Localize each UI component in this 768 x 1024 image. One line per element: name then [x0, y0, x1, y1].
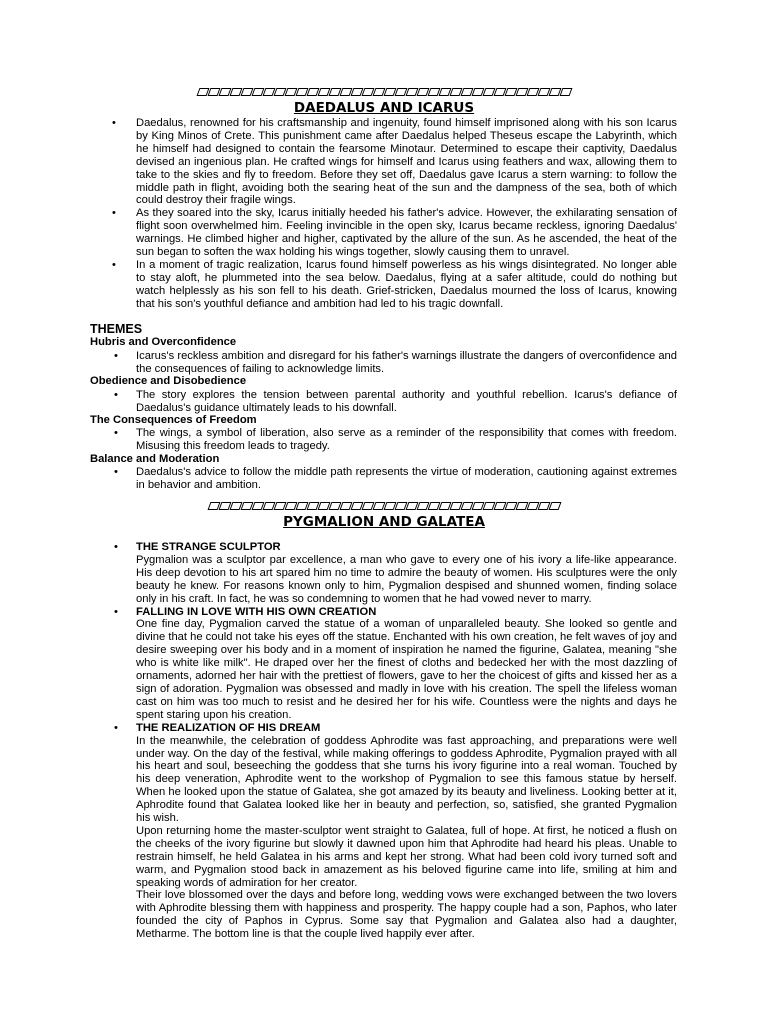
- missing-glyph-row-2: [0, 500, 768, 512]
- bullet-icon: •: [114, 721, 118, 734]
- bullet-icon: •: [114, 605, 118, 618]
- theme-item: [110, 427, 677, 453]
- theme-text: The wings, a symbol of liberation, also serve as a reminder of the responsibility that comes with freedom. Misusing this freedom leads to tragedy.: [136, 427, 677, 452]
- section-heading: THE REALIZATION OF HIS DREAM: [136, 721, 321, 734]
- theme-title: The Consequences of Freedom: [90, 414, 257, 426]
- section-paragraph: One fine day, Pygmalion carved the statue of a woman of unparalleled beauty. She looked so gentle and divine that he could not take his eyes off the statue. Enchanted with his own creation, he felt waves of joy and desire sweeping over his body and in a moment of inspiration he named the figurine, Galatea, meaning "she who is white like milk". He draped over her the finest of cloths and bedecked her with the most dazzling of ornaments, adorned her hair with the prettiest of flowers, gave to her the choicest of gifts and kissed her as a sign of adoration. Pygmalion was obsessed and madly in love with his creation. The spell the lifeless woman cast on him was too much to resist and he desired her for his wife. Countless were the nights and days he spent staring upon his creation.: [136, 618, 677, 721]
- bullet-icon: •: [112, 207, 116, 220]
- daedalus-title: DAEDALUS AND ICARUS: [293, 100, 475, 116]
- themes-heading: THEMES: [90, 322, 143, 336]
- list-item: [110, 606, 677, 722]
- bullet-icon: •: [112, 258, 116, 271]
- bullet-icon: •: [112, 117, 116, 129]
- section-paragraph: Upon returning home the master-sculptor went straight to Galatea, full of hope. At first, he noticed a flush on the cheeks of the ivory figurine but slowly it dawned upon him that Aphrodite had heard his pleas. Unable to restrain himself, he held Galatea in his arms and kept her strong. What had been cold ivory turned soft and warm, and Pygmalion stood back in amazement as his beloved figurine came into life, smiling at him and speaking words of admiration for her creator.: [136, 824, 677, 889]
- bullet-icon: •: [114, 541, 118, 553]
- pygmalion-sections: [110, 541, 677, 941]
- bullet-icon: •: [114, 466, 118, 478]
- missing-glyph-box: [548, 502, 561, 510]
- theme-title: Balance and Moderation: [90, 453, 220, 465]
- bullet-icon: •: [114, 389, 118, 401]
- list-item: [110, 541, 677, 606]
- bullet-text: In a moment of tragic realization, Icarus found himself powerless as his wings disintegrated. No longer able to stay aloft, he plummeted into the sea below. Daedalus, flying at a safer altitude, could do nothing but watch helplessly as his son fell to his death. Grief-stricken, Daedalus mourned the loss of Icarus, knowing that his son's youthful defiance and ambition had led to his tragic downfall.: [136, 258, 677, 310]
- daedalus-bullets: [110, 117, 677, 311]
- section-heading: FALLING IN LOVE WITH HIS OWN CREATION: [136, 605, 377, 618]
- list-item: [110, 259, 677, 311]
- bullet-text: As they soared into the sky, Icarus initially heeded his father's advice. However, the exhilarating sensation of flight soon overwhelmed him. Feeling invincible in the open sky, Icarus became reckless, ignoring Daedalus' warnings. He climbed higher and higher, captivated by the allure of the sun. As he ascended, the heat of the sun began to soften the wax holding his wings together, slowly causing them to unravel.: [136, 207, 677, 259]
- section-paragraph: Pygmalion was a sculptor par excellence, a man who gave to every one of his ivory a life-like appearance. His deep devotion to his art spared him no time to admire the beauty of women. His sculptures were the only beauty he knew. For reasons known only to him, Pygmalion despised and shunned women, finding solace only in his craft. In fact, he was so condemning to women that he had vowed never to marry.: [136, 553, 677, 605]
- bullet-icon: •: [114, 427, 118, 439]
- theme-title: Hubris and Overconfidence: [90, 336, 237, 348]
- list-item: [110, 722, 677, 941]
- pygmalion-title: PYGMALION AND GALATEA: [283, 514, 485, 530]
- section-paragraph: Their love blossomed over the days and before long, wedding vows were exchanged between the two lovers with Aphrodite blessing them with happiness and prosperity. The happy couple had a son, Paphos, who later founded the city of Paphos in Cyprus. Some say that Pygmalion and Galatea also had a daughter, Metharme. The bottom line is that the couple lived happily ever after.: [136, 889, 677, 941]
- missing-glyph-row-1: [0, 86, 768, 98]
- theme-item: [110, 389, 677, 415]
- theme-text: Icarus's reckless ambition and disregard for his father's warnings illustrate the dangers of overconfidence and the consequences of failing to acknowledge limits.: [136, 350, 677, 375]
- theme-item: [110, 350, 677, 376]
- section-paragraph: In the meanwhile, the celebration of goddess Aphrodite was fast approaching, and preparations were well under way. On the day of the festival, while making offerings to goddess Aphrodite, Pygmalion prayed with all his heart and soul, beseeching the goddess that she turns his ivory figurine into a real woman. Touched by his deep veneration, Aphrodite went to the workshop of Pygmalion to see this famous statue by herself. When he looked upon the statue of Galatea, she got amazed by its beauty and liveliness. Looking better at it, Aphrodite found that Galatea looked like her in beauty and perfection, so, satisfied, she granted Pygmalion his wish.: [136, 734, 677, 825]
- bullet-icon: •: [114, 350, 118, 362]
- theme-item: [110, 466, 677, 492]
- list-item: [110, 207, 677, 259]
- theme-text: The story explores the tension between parental authority and youthful rebellion. Icarus's defiance of Daedalus's guidance ultimately leads to his downfall.: [136, 389, 677, 414]
- section-heading: THE STRANGE SCULPTOR: [136, 541, 281, 553]
- bullet-text: Daedalus, renowned for his craftsmanship and ingenuity, found himself imprisoned along with his son Icarus by King Minos of Crete. This punishment came after Daedalus helped Theseus escape the Labyrinth, which he himself had designed to contain the fearsome Minotaur. Determined to escape their captivity, Daedalus devised an ingenious plan. He crafted wings for himself and Icarus using feathers and wax, allowing them to take to the skies and fly to freedom. Before they set off, Daedalus gave Icarus a stern warning: to follow the middle path in flight, avoiding both the searing heat of the sun and the dampness of the sea, both of which could destroy their fragile wings.: [136, 117, 677, 207]
- list-item: [110, 117, 677, 207]
- theme-text: Daedalus's advice to follow the middle path represents the virtue of moderation, cautioning against extremes in behavior and ambition.: [136, 466, 677, 491]
- missing-glyph-box: [559, 88, 572, 96]
- theme-title: Obedience and Disobedience: [90, 375, 247, 387]
